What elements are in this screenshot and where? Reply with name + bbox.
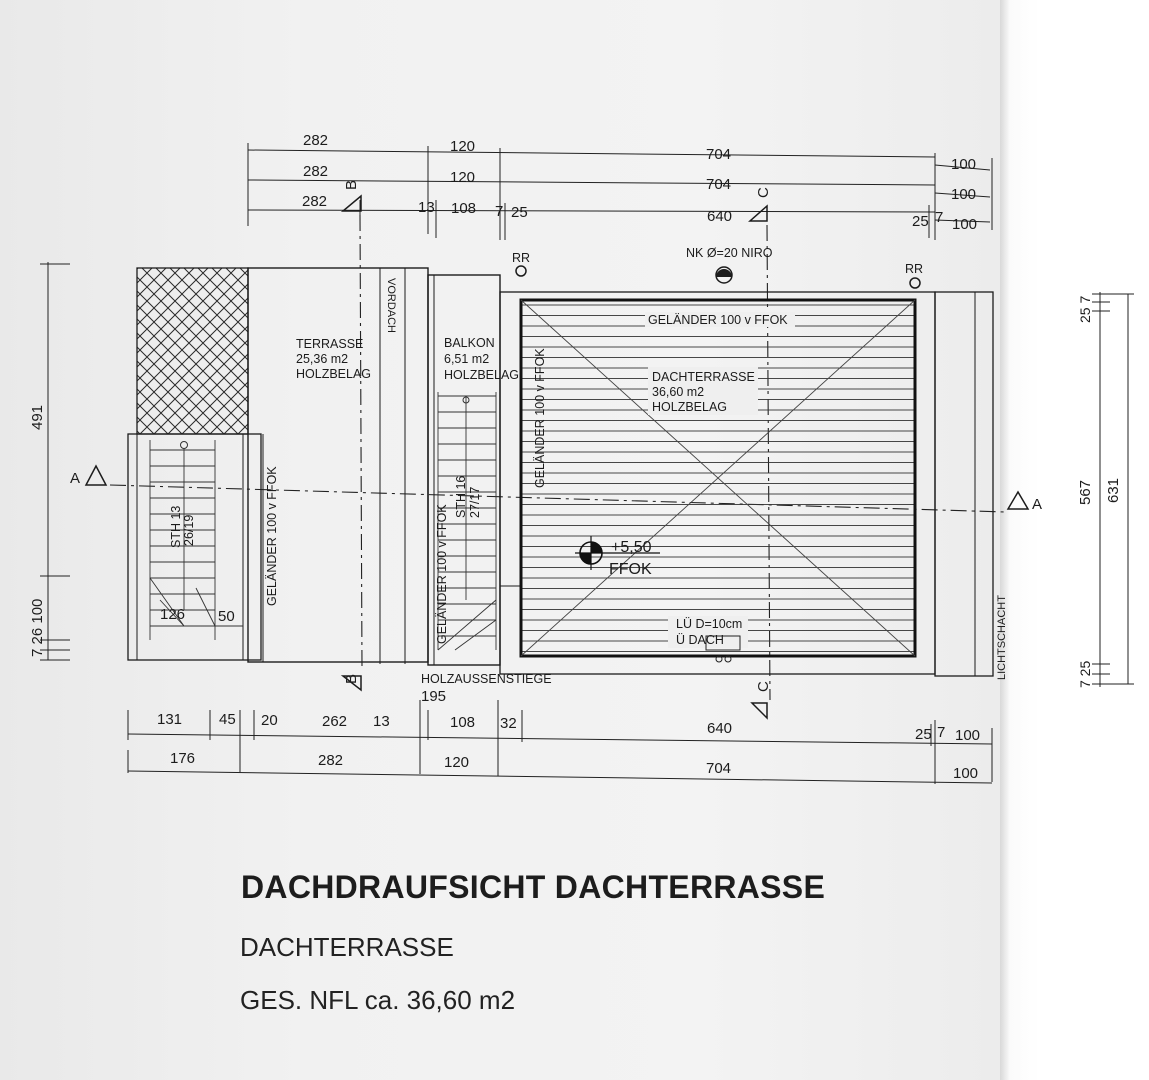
label-stair-left: STH 13 (169, 505, 183, 548)
section-a-left: A (70, 470, 81, 487)
dim-top-r3-3: 7 (495, 203, 504, 220)
dim-top-r1-2: 704 (706, 146, 732, 163)
label-dachterrasse: DACHTERRASSE (652, 370, 755, 384)
dim-top-r1-3: 100 (951, 156, 977, 173)
dim-bot-r1-6: 32 (500, 715, 517, 732)
dim-top-r3-1: 13 (418, 199, 435, 216)
dim-bot-r1-10: 100 (955, 727, 981, 744)
dim-top-r1-1: 120 (450, 138, 476, 155)
dim-left-overall: 491 (29, 404, 46, 430)
label-terrasse: TERRASSE (296, 337, 364, 351)
dim-top-r2-3: 100 (951, 186, 977, 203)
dim-right-top-small: 25 7 (1077, 295, 1093, 323)
label-rr-left: RR (512, 251, 531, 265)
label-lue: LÜ D=10cm (676, 617, 743, 631)
dim-right-inner: 567 (1077, 479, 1094, 505)
label-holzaussenstiege: HOLZAUSSENSTIEGE (421, 672, 552, 686)
rr-right-icon (910, 278, 920, 288)
label-stair-right-ratio: 27/17 (468, 486, 482, 518)
label-vordach: VORDACH (385, 278, 397, 334)
label-lichtschacht: LICHTSCHACHT (996, 595, 1008, 680)
label-balkon-area: 6,51 m2 (444, 352, 490, 366)
dim-bot-r1-3: 262 (322, 713, 348, 730)
label-rr-right: RR (905, 262, 924, 276)
label-nk: NK Ø=20 NIRO (686, 246, 773, 260)
dim-bot-r1-7: 640 (707, 720, 733, 737)
label-balkon-material: HOLZBELAG (444, 368, 520, 382)
dim-bot-r2-0: 176 (170, 750, 196, 767)
dim-bot-r1-2: 20 (261, 712, 278, 729)
dim-bot-r1-1: 45 (219, 711, 236, 728)
label-terrasse-area: 25,36 m2 (296, 352, 349, 366)
section-a-right: A (1032, 496, 1043, 513)
label-gelaender-top: GELÄNDER 100 v FFOK (648, 313, 788, 327)
dim-top-r2-0: 282 (303, 163, 329, 180)
label-gelaender-vertical: GELÄNDER 100 v FFOK (533, 348, 547, 488)
label-stiege-dim: 195 (421, 688, 447, 705)
dim-right-bottom-small: 7 25 (1077, 660, 1093, 688)
dim-top-r3-0: 282 (302, 193, 328, 210)
dim-top-r3-4: 25 (511, 204, 528, 221)
label-lue-dach: Ü DACH (676, 633, 724, 647)
label-gelaender-balkon: GELÄNDER 100 v FFOK (435, 504, 449, 644)
dim-top-r1-0: 282 (303, 132, 329, 149)
dim-top-r2-2: 704 (706, 176, 732, 193)
dim-top-r3-6: 25 (912, 213, 929, 230)
floor-area: GES. NFL ca. 36,60 m2 (240, 985, 516, 1015)
dim-bot-r1-4: 13 (373, 713, 390, 730)
dim-top-r2-1: 120 (450, 169, 476, 186)
nk-drain-icon (716, 267, 732, 283)
dim-bot-r1-5: 108 (450, 714, 476, 731)
rr-left-icon (516, 266, 526, 276)
dim-bot-r2-1: 282 (318, 752, 344, 769)
bottom-dimension-chains (128, 700, 992, 784)
dim-top-r3-5: 640 (707, 208, 733, 225)
label-gelaender-left: GELÄNDER 100 v FFOK (265, 466, 279, 606)
dim-top-r3-7: 7 (935, 209, 944, 226)
label-stair-left-ratio: 26/19 (182, 514, 196, 546)
label-balkon: BALKON (444, 336, 495, 350)
section-b-top: B (343, 179, 360, 190)
label-stair-right: STH 16 (454, 475, 468, 518)
label-stair-dim-2: 50 (218, 608, 235, 625)
section-b-bottom: B (343, 673, 360, 684)
dim-bot-r1-0: 131 (157, 711, 183, 728)
dim-bot-r2-3: 704 (706, 760, 732, 777)
dim-bot-r1-9: 7 (937, 724, 946, 741)
label-level: +5,50 (611, 539, 652, 556)
section-c-top: C (755, 187, 772, 198)
dim-bot-r2-4: 100 (953, 765, 979, 782)
dim-top-r3-2: 108 (451, 200, 477, 217)
dim-bot-r1-8: 25 (915, 726, 932, 743)
label-terrasse-material: HOLZBELAG (296, 367, 372, 381)
dim-left-small: 7 26 100 (29, 598, 46, 657)
dim-bot-r2-2: 120 (444, 754, 470, 771)
stair-start-dot (181, 442, 188, 449)
bottom-dimension-text (157, 711, 980, 782)
section-c-bottom: C (755, 681, 772, 692)
drawing-subtitle: DACHTERRASSE (240, 932, 454, 962)
label-dachterrasse-area: 36,60 m2 (652, 385, 705, 399)
label-level-ref: FFOK (609, 561, 652, 578)
drawing-title: DACHDRAUFSICHT DACHTERRASSE (241, 869, 826, 905)
dim-top-r3-8: 100 (952, 216, 978, 233)
label-dachterrasse-material: HOLZBELAG (652, 400, 728, 414)
label-stair-dim-1: 126 (160, 606, 186, 623)
dim-right-overall: 631 (1105, 477, 1122, 503)
